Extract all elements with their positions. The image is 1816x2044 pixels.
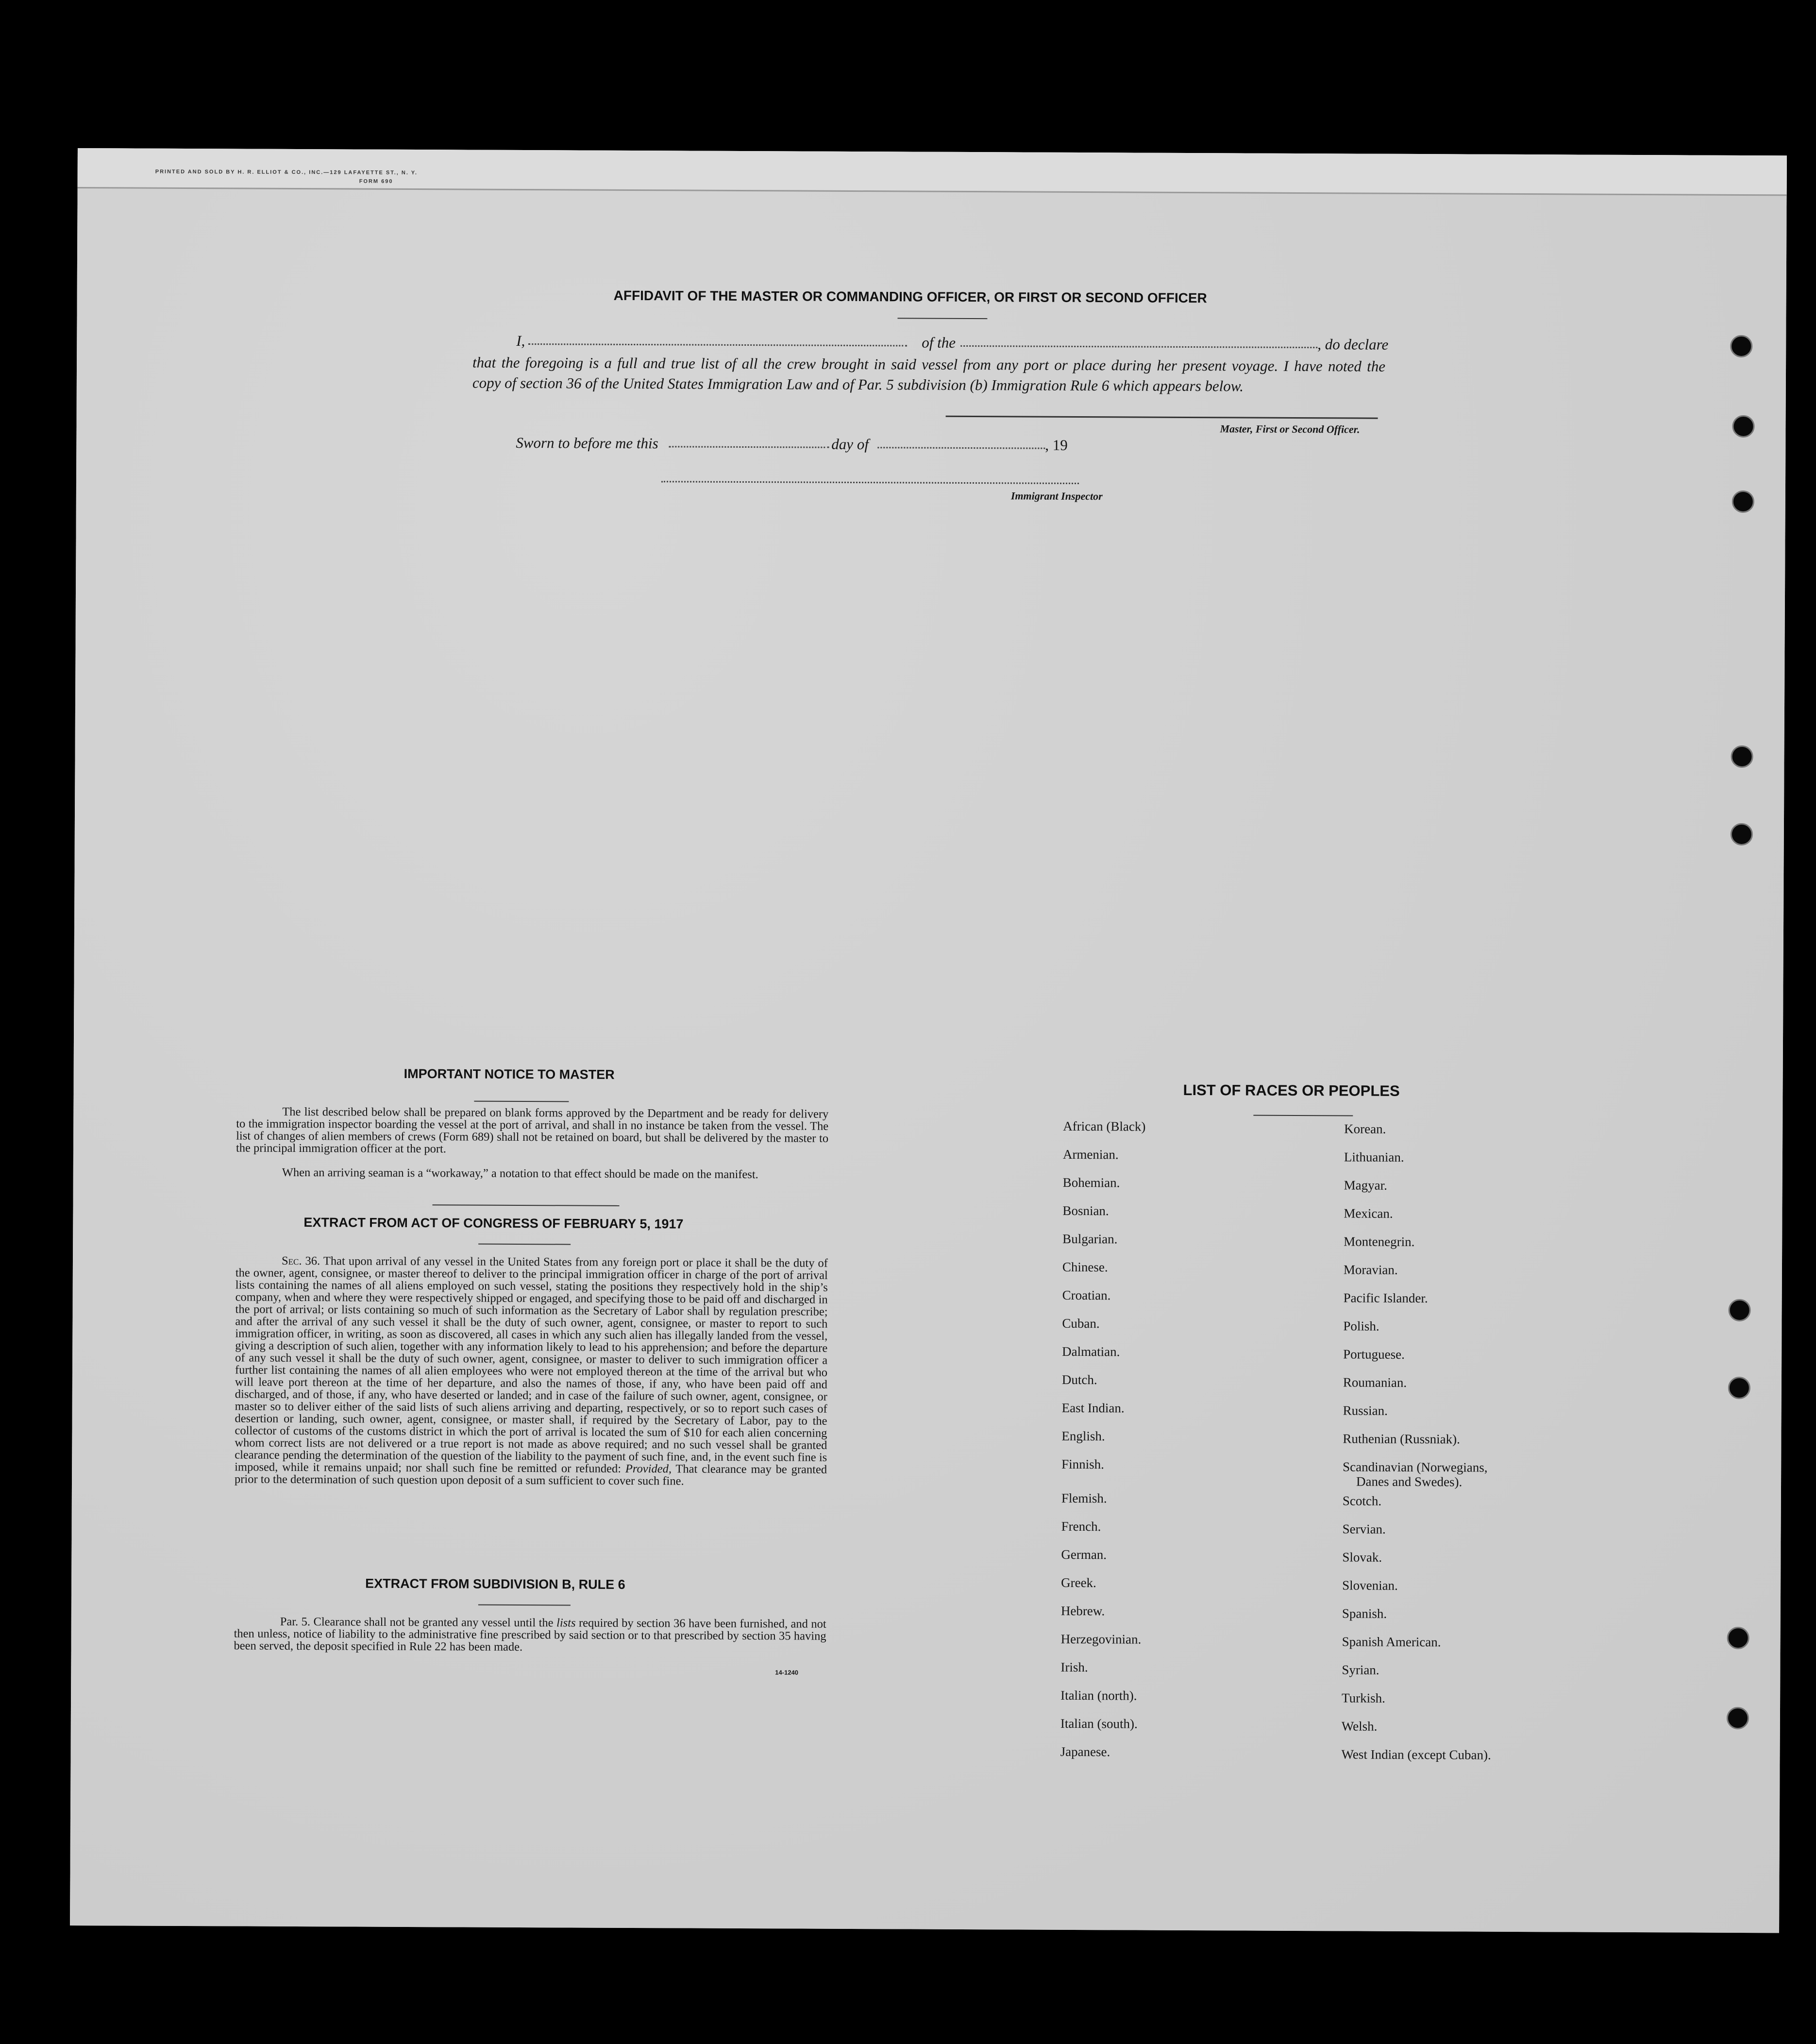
race-item: Turkish. [1342, 1690, 1385, 1706]
form-number: FORM 690 [359, 178, 393, 185]
race-item: Moravian. [1343, 1262, 1398, 1277]
race-item: Lithuanian. [1344, 1149, 1404, 1165]
race-item: Slovenian. [1342, 1578, 1398, 1593]
master-signature-label: Master, First or Second Officer. [1220, 422, 1360, 436]
binder-hole [1727, 1627, 1749, 1649]
notice-paragraph-2: When an arriving seaman is a “workaway,” a notation to that effect should be made on the manifest. [282, 1166, 758, 1182]
race-item: French. [1061, 1519, 1101, 1534]
document-sheet [70, 148, 1787, 1933]
race-item: Dutch. [1061, 1372, 1097, 1387]
name-blank[interactable] [528, 343, 907, 346]
binder-hole [1727, 1707, 1749, 1729]
extract-act-title: EXTRACT FROM ACT OF CONGRESS OF FEBRUARY 5, 1917 [303, 1215, 684, 1232]
notice-rule [474, 1101, 569, 1102]
extract-act-rule [478, 1244, 571, 1245]
race-item: Croatian. [1062, 1287, 1111, 1303]
race-item: Chinese. [1062, 1259, 1108, 1275]
race-item: East Indian. [1061, 1400, 1125, 1416]
race-item: Spanish American. [1342, 1634, 1441, 1650]
race-item: Russian. [1343, 1403, 1388, 1418]
race-item: Bulgarian. [1062, 1231, 1118, 1247]
extract-rule-title: EXTRACT FROM SUBDIVISION B, RULE 6 [365, 1576, 625, 1592]
rule-text-b: required by section 36 have been furnished, and not then unless, notice of liability to the administrative fine prescribed by said section or to that prescribed by section 35 having been served, the deposit specified in Rule 22 has been made. [234, 1616, 826, 1654]
binder-hole [1731, 745, 1753, 768]
race-item: Scotch. [1342, 1493, 1382, 1508]
binder-hole [1728, 1377, 1750, 1399]
affidavit-title: AFFIDAVIT OF THE MASTER OR COMMANDING OFFICER, OR FIRST OR SECOND OFFICER [613, 287, 1207, 306]
race-item: Welsh. [1341, 1719, 1378, 1734]
race-item: Italian (north). [1060, 1688, 1137, 1703]
affidavit-line-3: copy of section 36 of the United States Immigration Law and of Par. 5 subdivision (b) Immigration Rule 6 which appears below. [472, 374, 1244, 395]
race-item: Finnish. [1061, 1456, 1105, 1472]
race-item: English. [1061, 1428, 1105, 1444]
race-item: Cuban. [1062, 1316, 1100, 1331]
inspector-signature-line[interactable] [661, 481, 1079, 484]
affidavit-line-2: that the foregoing is a full and true list of all the crew brought in said vessel from any port or place during her present voyage. I have noted the [472, 354, 1386, 375]
affidavit-line-1 [516, 332, 525, 350]
section-text: That upon arrival of any vessel in the United States from any foreign port or place it shall be the duty of the owner, agent, consignee, or master thereof to deliver to the principal immigration officer in charge of the port of arrival lists containing the names of all aliens employed on such vessel, stating the positions they respectively hold in the ship’s company, when and where they were respectively shipped or engaged, and specifying those to be paid off and discharged in the port of arrival; or lists containing so much of such information as the Secretary of Labor shall by regulation prescribe; and after the arrival of any such vessel it shall be the duty of such owner, agent, consignee, or master to report to such immigration officer, in writing, as soon as discovered, all cases in which any such alien has illegally landed from the vessel, giving a description of such alien, together with any information likely to lead to his apprehension; and before the departure of any such vessel it shall be the duty of such owner, agent, consignee, or master to deliver to such immigration officer a further list containing the names of all alien employees who were not employed thereon at the time of the arrival but who will leave port thereon at the time of her departure, and also the names of those, if any, who have been paid off and discharged, and of those, if any, who have deserted or landed; and in case of the failure of such owner, agent, consignee, or master so to deliver either of the said lists of such aliens arriving and departing, respectively, or so to report such cases of desertion or landing, such owner, agent, consignee, or master shall, if required by the Secretary of Labor, pay to the collector of customs of the customs district in which the port of arrival is located the sum of $10 for each alien concerning whom correct lists are not delivered or a true report is not made as above required; and no such vessel shall be granted clearance pending the determination of the question of the liability to the payment of such fine, and, in the event such fine is imposed, while it remains unpaid; nor shall such fine be remitted or refunded: [235, 1254, 828, 1475]
race-item: Flemish. [1061, 1490, 1107, 1506]
race-item: Bosnian. [1062, 1203, 1109, 1218]
provided-word: Provided, [625, 1462, 672, 1476]
printer-imprint: PRINTED AND SOLD BY H. R. ELLIOT & CO., INC.—129 LAFAYETTE ST., N. Y. [155, 169, 418, 176]
race-item: Roumanian. [1343, 1375, 1407, 1390]
sworn-month-blank[interactable] [877, 447, 1045, 449]
extract-act-text [235, 1254, 828, 1487]
race-item: Bohemian. [1062, 1175, 1120, 1190]
race-item: Japanese. [1060, 1744, 1110, 1759]
race-item: West Indian (except Cuban). [1341, 1747, 1491, 1762]
top-strip [78, 148, 1787, 196]
binder-hole [1731, 823, 1753, 845]
race-item: Portuguese. [1343, 1347, 1405, 1362]
print-code: 14-1240 [775, 1669, 799, 1676]
extract-rule-rule [478, 1605, 571, 1606]
race-item: Syrian. [1342, 1662, 1379, 1677]
race-item: Dalmatian. [1062, 1344, 1120, 1359]
notice-paragraph-1: The list described below shall be prepared on blank forms approved by the Department and be ready for delivery to the immigration inspector boarding the vessel at the port of arrival, and shall in no instance be taken from the vessel. The list of changes of alien members of crews (Form 689) shall not be retained on board, but shall be delivered by the master to the principal immigration officer at the port. [235, 1105, 829, 1156]
vessel-blank[interactable] [960, 345, 1317, 348]
race-item: Irish. [1060, 1659, 1088, 1675]
year-label: , 19 [1045, 436, 1068, 454]
binder-hole [1732, 490, 1754, 513]
binder-hole [1732, 415, 1754, 438]
race-item: Korean. [1344, 1121, 1386, 1136]
extract-rule-text [234, 1615, 826, 1654]
sworn-day-blank[interactable] [669, 446, 829, 448]
race-item: African (Black) [1063, 1118, 1146, 1134]
binder-hole [1730, 335, 1752, 357]
race-item: Armenian. [1062, 1147, 1119, 1162]
race-item: Scandinavian (Norwegians, [1343, 1459, 1488, 1475]
race-item: Magyar. [1344, 1178, 1388, 1193]
do-declare: , do declare [1317, 336, 1389, 353]
race-item: Mexican. [1344, 1206, 1393, 1221]
day-of-label: day of [831, 435, 869, 453]
race-item: Italian (south). [1060, 1716, 1138, 1731]
section-label: Sec. 36. [281, 1254, 320, 1268]
race-item: Montenegrin. [1344, 1234, 1415, 1250]
race-continuation: Danes and Swedes). [1356, 1474, 1463, 1489]
inspector-label: Immigrant Inspector [1010, 490, 1103, 503]
declarant-prefix: I, [516, 332, 525, 350]
of-the-label: of the [922, 334, 956, 351]
rule-text-a: Par. 5. Clearance shall not be granted any vessel until the [280, 1615, 554, 1630]
section-divider [433, 1204, 620, 1206]
race-item: Spanish. [1342, 1606, 1387, 1621]
races-rule [1253, 1115, 1353, 1116]
sworn-label: Sworn to before me this [516, 434, 658, 452]
race-item: Greek. [1061, 1575, 1096, 1590]
race-item: Pacific Islander. [1343, 1290, 1428, 1306]
race-item: Hebrew. [1060, 1603, 1105, 1619]
master-signature-line[interactable] [946, 416, 1378, 419]
race-item: German. [1061, 1547, 1107, 1562]
binder-hole [1728, 1299, 1750, 1321]
notice-title: IMPORTANT NOTICE TO MASTER [404, 1066, 615, 1082]
race-item: Polish. [1343, 1318, 1379, 1334]
races-title: LIST OF RACES OR PEOPLES [1183, 1081, 1400, 1099]
race-item: Ruthenian (Russniak). [1343, 1431, 1460, 1447]
race-item: Herzegovinian. [1060, 1631, 1142, 1647]
race-item: Servian. [1342, 1521, 1386, 1537]
title-rule [897, 318, 987, 319]
race-item: Slovak. [1342, 1550, 1382, 1565]
section-text-end: That clearance may be granted prior to the determination of such question upon deposit of a sum sufficient to cover such fine. [234, 1462, 827, 1488]
lists-word: lists [556, 1616, 576, 1630]
